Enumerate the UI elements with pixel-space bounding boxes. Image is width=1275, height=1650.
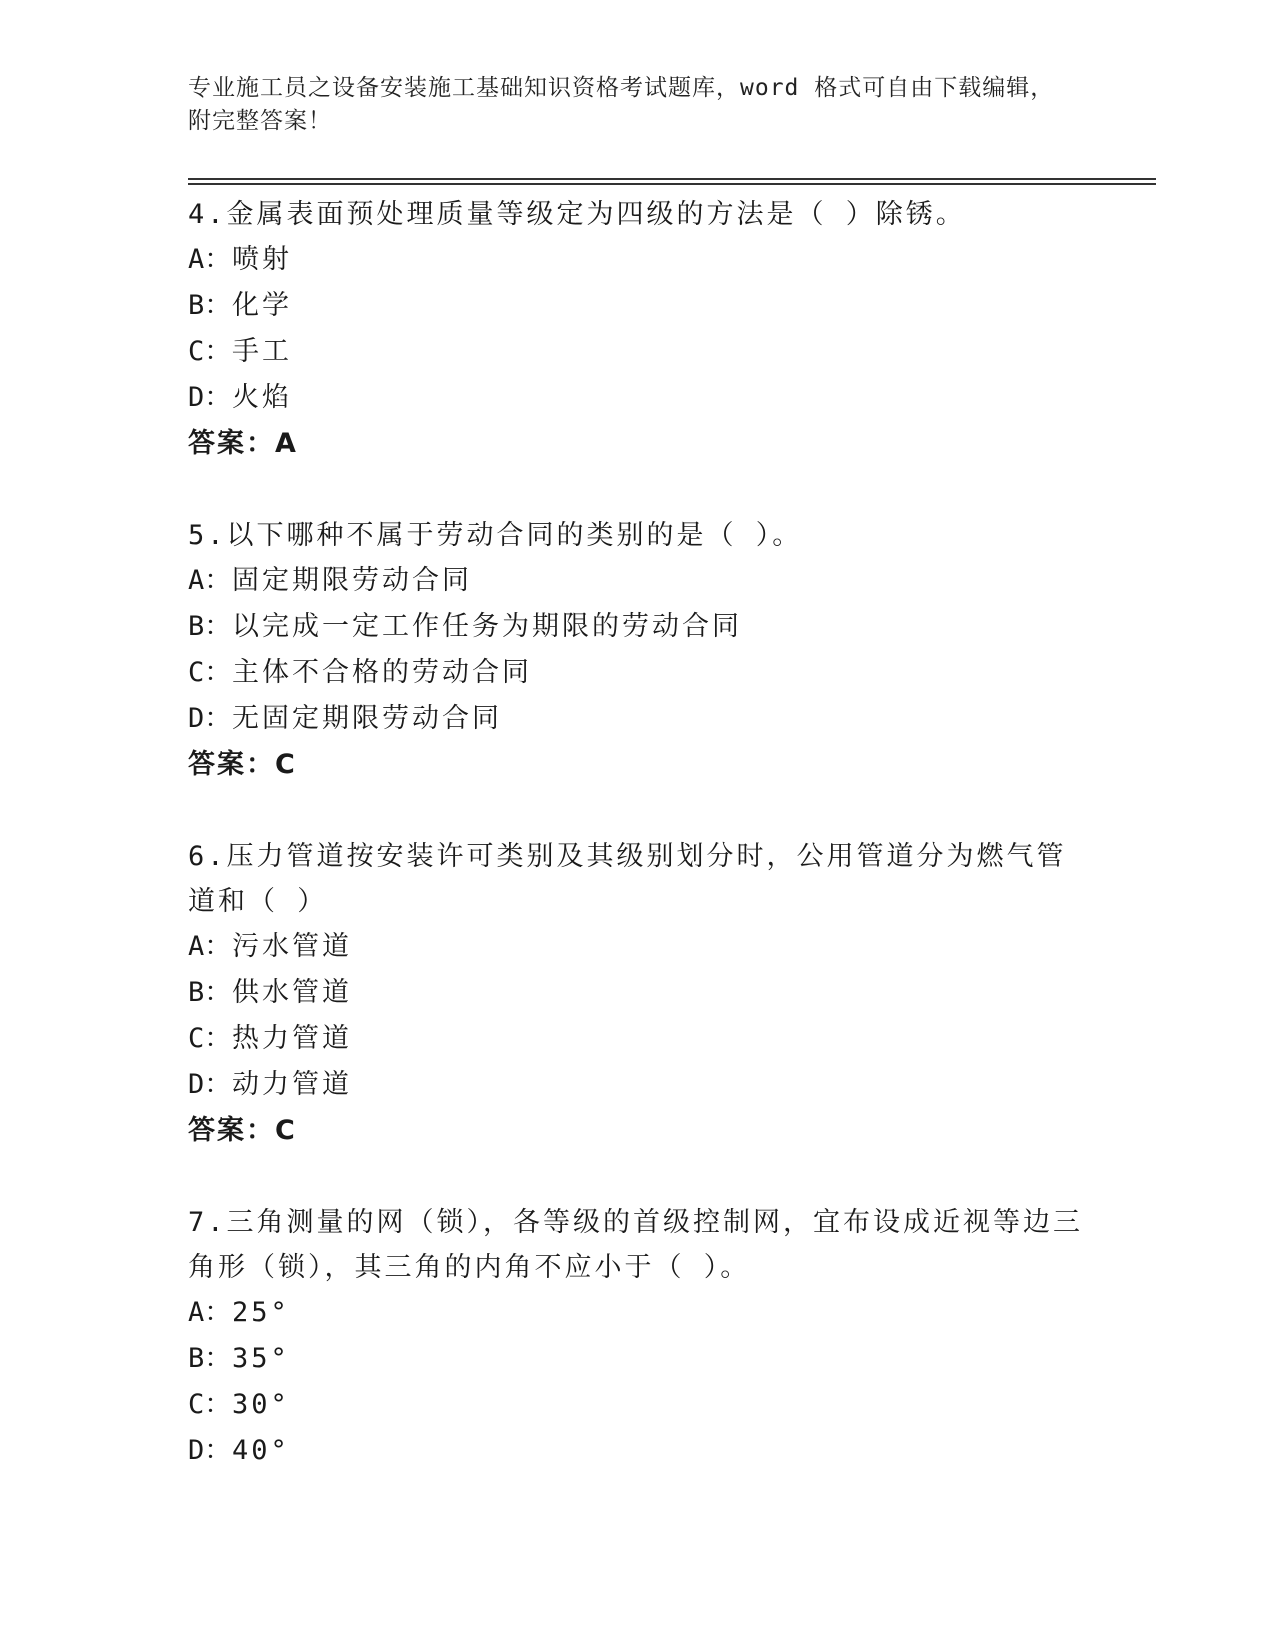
- option-c: [188, 329, 1088, 375]
- option-text: 40°: [232, 1435, 290, 1466]
- header-line-1: 专业施工员之设备安装施工基础知识资格考试题库，word 格式可自由下载编辑，: [188, 75, 1055, 101]
- answer-label: 答案：: [188, 1115, 275, 1146]
- option-key: B：: [188, 611, 232, 642]
- option-b: [188, 1336, 1088, 1382]
- option-text: 25°: [232, 1297, 290, 1328]
- option-text: 化学: [232, 290, 292, 321]
- option-a: [188, 924, 1088, 970]
- option-text: 动力管道: [232, 1069, 352, 1100]
- option-key: B：: [188, 1343, 232, 1374]
- option-d: [188, 1428, 1088, 1474]
- option-key: A：: [188, 565, 232, 596]
- option-text: 供水管道: [232, 977, 352, 1008]
- answer-value: C: [275, 749, 297, 780]
- question-title: 7.三角测量的网（锁），各等级的首级控制网，宜布设成近视等边三角形（锁），其三角的内角不应小于（ ）。: [188, 1207, 1084, 1283]
- option-a: [188, 237, 1088, 283]
- option-d: [188, 1062, 1088, 1108]
- option-text: 固定期限劳动合同: [232, 565, 472, 596]
- question-item: [188, 1198, 1088, 1474]
- option-text: 热力管道: [232, 1023, 352, 1054]
- option-text: 以完成一定工作任务为期限的劳动合同: [232, 611, 742, 642]
- option-b: [188, 283, 1088, 329]
- option-b: [188, 604, 1088, 650]
- question-item: [188, 190, 1088, 467]
- option-text: 无固定期限劳动合同: [232, 703, 502, 734]
- option-text: 手工: [232, 336, 292, 367]
- answer-value: A: [275, 428, 298, 459]
- option-d: [188, 696, 1088, 742]
- option-a: [188, 558, 1088, 604]
- option-d: [188, 375, 1088, 421]
- option-key: C：: [188, 1023, 232, 1054]
- answer-label: 答案：: [188, 749, 275, 780]
- answer-line: [188, 421, 1088, 467]
- option-text: 火焰: [232, 382, 292, 413]
- option-key: D：: [188, 382, 232, 413]
- option-key: C：: [188, 657, 232, 688]
- option-key: B：: [188, 977, 232, 1008]
- option-text: 喷射: [232, 244, 292, 275]
- option-b: [188, 970, 1088, 1016]
- option-list: [188, 558, 1088, 742]
- option-key: C：: [188, 1389, 232, 1420]
- question-title: 6.压力管道按安装许可类别及其级别划分时，公用管道分为燃气管道和（ ）: [188, 841, 1067, 917]
- option-text: 30°: [232, 1389, 290, 1420]
- option-c: [188, 650, 1088, 696]
- header-divider-bottom: [188, 183, 1156, 185]
- option-list: [188, 924, 1088, 1108]
- option-key: D：: [188, 1069, 232, 1100]
- header-divider-top: [188, 178, 1156, 180]
- option-text: 35°: [232, 1343, 290, 1374]
- answer-value: C: [275, 1115, 297, 1146]
- option-key: D：: [188, 1435, 232, 1466]
- option-a: [188, 1290, 1088, 1336]
- option-c: [188, 1016, 1088, 1062]
- header-line-2: 附完整答案！: [188, 108, 332, 134]
- option-list: [188, 1290, 1088, 1474]
- question-list: [188, 190, 1088, 1518]
- document-header: [188, 72, 1068, 138]
- option-text: 主体不合格的劳动合同: [232, 657, 532, 688]
- option-key: A：: [188, 1297, 232, 1328]
- option-key: A：: [188, 244, 232, 275]
- option-list: [188, 237, 1088, 421]
- option-key: B：: [188, 290, 232, 321]
- option-key: A：: [188, 931, 232, 962]
- question-title: 5.以下哪种不属于劳动合同的类别的是（ ）。: [188, 520, 803, 551]
- option-c: [188, 1382, 1088, 1428]
- question-title: 4.金属表面预处理质量等级定为四级的方法是（ ）除锈。: [188, 199, 966, 230]
- option-text: 污水管道: [232, 931, 352, 962]
- question-item: [188, 511, 1088, 788]
- answer-line: [188, 1108, 1088, 1154]
- question-item: [188, 832, 1088, 1154]
- answer-line: [188, 742, 1088, 788]
- option-key: D：: [188, 703, 232, 734]
- option-key: C：: [188, 336, 232, 367]
- answer-label: 答案：: [188, 428, 275, 459]
